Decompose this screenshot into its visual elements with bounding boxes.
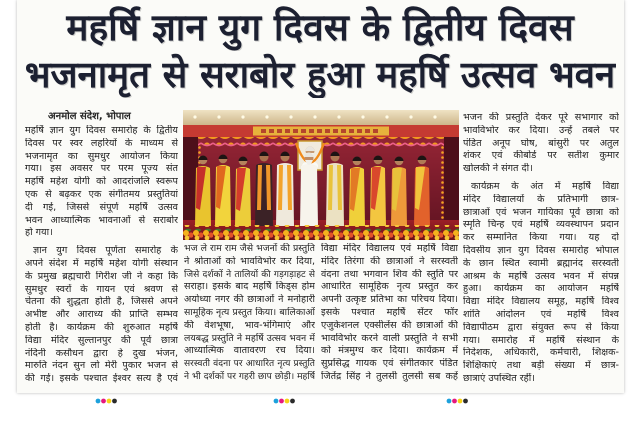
text-line: मंदिर तिरंगा की छात्राओं ने सरस्वती	[321, 255, 458, 267]
article-column-3	[321, 243, 458, 389]
text-line: कार्यक्रम के अंत में महर्षि विद्या	[471, 180, 619, 192]
text-line: भज ले राम राम जैसे भजनों की प्रस्तुति	[184, 243, 315, 254]
text-line: स्मृति चिन्ह एवं महर्षि व्यवस्थापन प्रदान	[463, 219, 619, 231]
text-line: भवन आध्यात्मिक भावनाओं से सराबोर	[25, 214, 178, 226]
registration-mark-cluster	[96, 399, 117, 404]
text-line: मारुति नंदन सुन लो मेरी पुकार भजन से	[25, 360, 178, 372]
text-line: आश्रम के महर्षि उत्सव भवन में संपन्न	[463, 270, 619, 282]
registration-mark-dot	[112, 399, 117, 404]
headline-line-1: महर्षि ज्ञान युग दिवस के द्वितीय दिवस	[66, 6, 574, 49]
text-line: इसके पश्चात महर्षि सेंटर फॉर	[321, 306, 458, 318]
text-line: गया। समारोह में महर्षि संस्थान के	[463, 334, 619, 346]
text-line: अभीष्ट और आराध्य की प्राप्ति सम्भव	[25, 309, 178, 321]
registration-mark-dot	[279, 399, 284, 404]
text-line: होती है। कार्यक्रम की शुरुआत महर्षि	[25, 321, 178, 333]
paragraph	[463, 181, 619, 386]
text-line: अपने संदेश में महर्षि महेश योगी संस्थान	[25, 257, 178, 269]
text-line: एजुकेशनल एक्सीलेंस की छात्राओं की	[321, 319, 458, 331]
registration-mark-dot	[290, 399, 295, 404]
text-line: लयबद्ध प्रस्तुति ने महर्षि उत्सव भवन में	[184, 332, 315, 344]
registration-mark-dot	[447, 399, 452, 404]
article-column-4	[463, 112, 619, 390]
text-line: शंकर एवं कीबोर्ड पर सतीश कुमार	[463, 150, 619, 162]
text-line: नंदिनी कसौधन द्वारा हे दुख भंजन,	[25, 347, 178, 359]
text-line: अयोध्या नगर की छात्राओं ने मनोहारी	[184, 294, 315, 306]
paragraph	[184, 243, 315, 384]
text-line: को मंत्रमुग्ध कर दिया। कार्यक्रम में	[321, 345, 458, 357]
text-line: कर सम्मानित किया गया। यह दो	[463, 232, 619, 244]
ceiling	[183, 110, 459, 125]
text-line: की वेशभूषा, भाव-भंगिमाएं और	[184, 319, 315, 331]
text-line: अपनी उत्कृष्ट प्रतिभा का परिचय दिया।	[321, 294, 458, 306]
registration-mark-cluster	[274, 399, 295, 404]
text-line: सुप्रसिद्ध गायक एवं संगीतकार पंडित	[321, 358, 458, 370]
text-line: भजनामृत का सुमधुर आयोजन किया	[25, 150, 178, 162]
byline: अनमोल संदेश, भोपाल	[48, 111, 131, 122]
text-line: भावविभोर करने वाली प्रस्तुति ने सभी	[321, 332, 458, 344]
text-line: पंडित अनूप घोष, बांसुरी पर अतुल	[463, 137, 619, 149]
text-line: विद्या मंदिर सुल्तानपुर की पूर्व छात्रा	[25, 334, 178, 346]
text-line: की गई। इसके पश्चात ईश्वर सत्य है एवं	[25, 373, 178, 385]
text-line: के छान स्थित स्वामी ब्रह्मानंद सरस्वती	[463, 257, 619, 269]
text-line: छात्राओं एवं भजन गायिका पूर्व छात्रा को	[463, 206, 619, 218]
text-line: वंदना तथा भगवान शिव की स्तुति पर	[321, 268, 458, 280]
article-column-1	[25, 125, 178, 391]
registration-mark-dot	[285, 399, 290, 404]
text-line: ज्ञान युग दिवस पूर्णता समारोह के	[33, 245, 178, 257]
text-line: विद्या मंदिर विद्यालय एवं महर्षि विद्या	[321, 243, 458, 254]
text-line: शिक्षिकाएं तथा बड़ी संख्या में छात्र-	[463, 360, 619, 372]
registration-marks	[0, 394, 640, 424]
text-line: सुमधुर स्वरों के गायन एवं श्रवण से	[25, 283, 178, 295]
registration-mark-dot	[458, 399, 463, 404]
paragraph	[25, 125, 178, 240]
text-line: निदेशक, अधिकारी, कर्मचारी, शिक्षक-	[463, 347, 619, 359]
headline	[24, 4, 616, 102]
side-curtain-right	[444, 137, 459, 223]
text-line: दी गई, जिससे संपूर्ण महर्षि उत्सव	[25, 201, 178, 213]
text-line: आध्यात्मिक वातावरण रच दिया।	[184, 345, 315, 357]
text-line: सराहा। इसके बाद महर्षि किड्स होम	[184, 281, 315, 293]
text-line: खोलकी ने संगत दी।	[463, 163, 533, 175]
text-line: विद्यापीठम द्वारा संयुक्त रूप से किया	[463, 321, 619, 333]
text-line: शांति आंदोलन एवं महर्षि विश्व	[463, 308, 619, 320]
text-line: हुआ। कार्यक्रम का आयोजन महर्षि	[463, 283, 619, 295]
paragraph	[321, 243, 458, 384]
text-line: दिवसीय ज्ञान युग दिवस समारोह भोपाल	[463, 244, 619, 256]
text-line: एक से बढ़कर एक संगीतमय प्रस्तुतियां	[25, 188, 178, 200]
text-line: के प्रमुख ब्रह्मचारी गिरीश जी ने कहा कि	[25, 270, 178, 282]
headline-line-2: भजनामृत से सराबोर हुआ महर्षि उत्सव भवन	[24, 53, 616, 96]
text-line: महर्षि महेश योगी को आदरांजलि स्वरूप	[25, 176, 178, 188]
registration-mark-dot	[274, 399, 279, 404]
text-line: जिसे दर्शकों ने तालियों की गड़गड़ाहट से	[184, 269, 315, 280]
text-line: भावविभोर कर दिया। उन्हें तबले पर	[463, 124, 619, 136]
text-line: दिवस पर स्वर लहरियों के माध्यम से	[25, 137, 178, 149]
banner-decoration	[261, 129, 378, 133]
news-photo	[183, 110, 459, 240]
text-line: विद्या मंदिर विद्यालय समूह, महर्षि विश्व	[463, 296, 619, 308]
text-line: आधारित सामूहिक नृत्य प्रस्तुत कर	[321, 281, 458, 293]
paragraph	[463, 112, 619, 176]
text-line: छात्राएं उपस्थित रहीं।	[463, 372, 535, 384]
registration-mark-dot	[107, 399, 112, 404]
registration-mark-dot	[101, 399, 106, 404]
text-line: ने भी दर्शकों पर गहरी छाप छोड़ी। महर्षि	[184, 371, 315, 382]
registration-mark-dot	[96, 399, 101, 404]
text-line: भजन की प्रस्तुति देकर पूरे सभागार को	[463, 112, 619, 123]
flower-string	[441, 145, 444, 220]
article-column-2	[184, 243, 315, 389]
registration-mark-dot	[463, 399, 468, 404]
text-line: ने श्रोताओं को भावविभोर कर दिया,	[184, 255, 315, 267]
text-line: सामूहिक नृत्य प्रस्तुत किया। बालिकाओं	[184, 306, 315, 318]
registration-mark-cluster	[447, 399, 468, 404]
stage-photo-illustration	[183, 110, 459, 240]
text-line: चेतना की शुद्धता होती है, जिससे अपने	[25, 296, 178, 308]
text-line: जितेंद्र सिंह ने तुलसी तुलसी सब कहें	[321, 370, 458, 382]
flower-decoration	[183, 225, 459, 240]
paragraph	[25, 245, 178, 386]
text-line: हो गया।	[25, 227, 53, 239]
registration-mark-dot	[452, 399, 457, 404]
text-line: महर्षि ज्ञान युग दिवस समारोह के द्वितीय	[25, 125, 178, 136]
text-line: सरस्वती वंदना पर आधारित नृत्य प्रस्तुति	[184, 359, 315, 370]
text-line: मंदिर विद्यालयों के प्रतिभागी छात्र-	[463, 193, 619, 205]
text-line: गया। इस अवसर पर परम पूज्य संत	[25, 163, 178, 175]
